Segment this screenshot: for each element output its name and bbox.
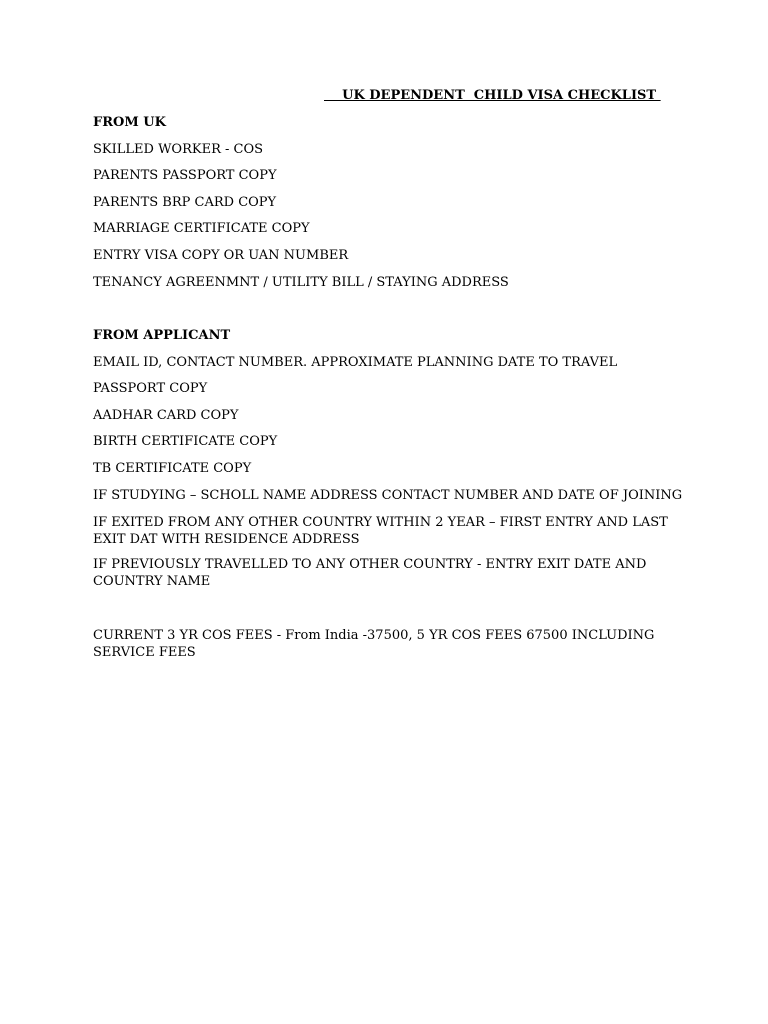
applicant-item-6 [93,487,683,504]
applicant-item-2 [93,380,683,397]
applicant-item-8 [93,556,683,590]
uk-item-4 [93,220,683,237]
applicant-item-5 [93,460,683,477]
applicant-item-4 [93,433,683,450]
section-uk-heading [93,114,683,131]
section-applicant-heading [93,327,683,344]
list-item: TENANCY AGREENMNT / UTILITY BILL / STAYING ADDRESS [93,275,509,290]
list-item: IF STUDYING – SCHOLL NAME ADDRESS CONTACT NUMBER AND DATE OF JOINING [93,488,683,503]
fees-note [93,627,693,661]
list-item: EMAIL ID, CONTACT NUMBER. APPROXIMATE PLANNING DATE TO TRAVEL [93,355,618,370]
list-item: PARENTS BRP CARD COPY [93,195,277,210]
list-item: IF EXITED FROM ANY OTHER COUNTRY WITHIN 2 YEAR – FIRST ENTRY AND LAST EXIT DAT WITH RESIDENCE ADDRESS [93,515,668,547]
uk-item-6 [93,274,683,291]
fees-note-text: CURRENT 3 YR COS FEES - From India -37500, 5 YR COS FEES 67500 INCLUDING SERVICE FEES [93,628,655,660]
list-item: PARENTS PASSPORT COPY [93,168,277,183]
list-item: AADHAR CARD COPY [93,408,239,423]
list-item: TB CERTIFICATE COPY [93,461,252,476]
applicant-item-3 [93,407,683,424]
list-item: SKILLED WORKER - COS [93,142,264,157]
document-title: UK DEPENDENT CHILD VISA CHECKLIST [324,88,661,103]
applicant-item-7 [93,514,683,548]
list-item: ENTRY VISA COPY OR UAN NUMBER [93,248,349,263]
list-item: BIRTH CERTIFICATE COPY [93,434,278,449]
list-item: PASSPORT COPY [93,381,208,396]
uk-item-1 [93,141,683,158]
uk-item-2 [93,167,683,184]
list-item: IF PREVIOUSLY TRAVELLED TO ANY OTHER COUNTRY - ENTRY EXIT DATE AND COUNTRY NAME [93,557,647,589]
applicant-item-1 [93,354,683,371]
list-item: MARRIAGE CERTIFICATE COPY [93,221,310,236]
section-heading: FROM UK [93,115,166,130]
section-heading: FROM APPLICANT [93,328,231,343]
uk-item-5 [93,247,683,264]
uk-item-3 [93,194,683,211]
